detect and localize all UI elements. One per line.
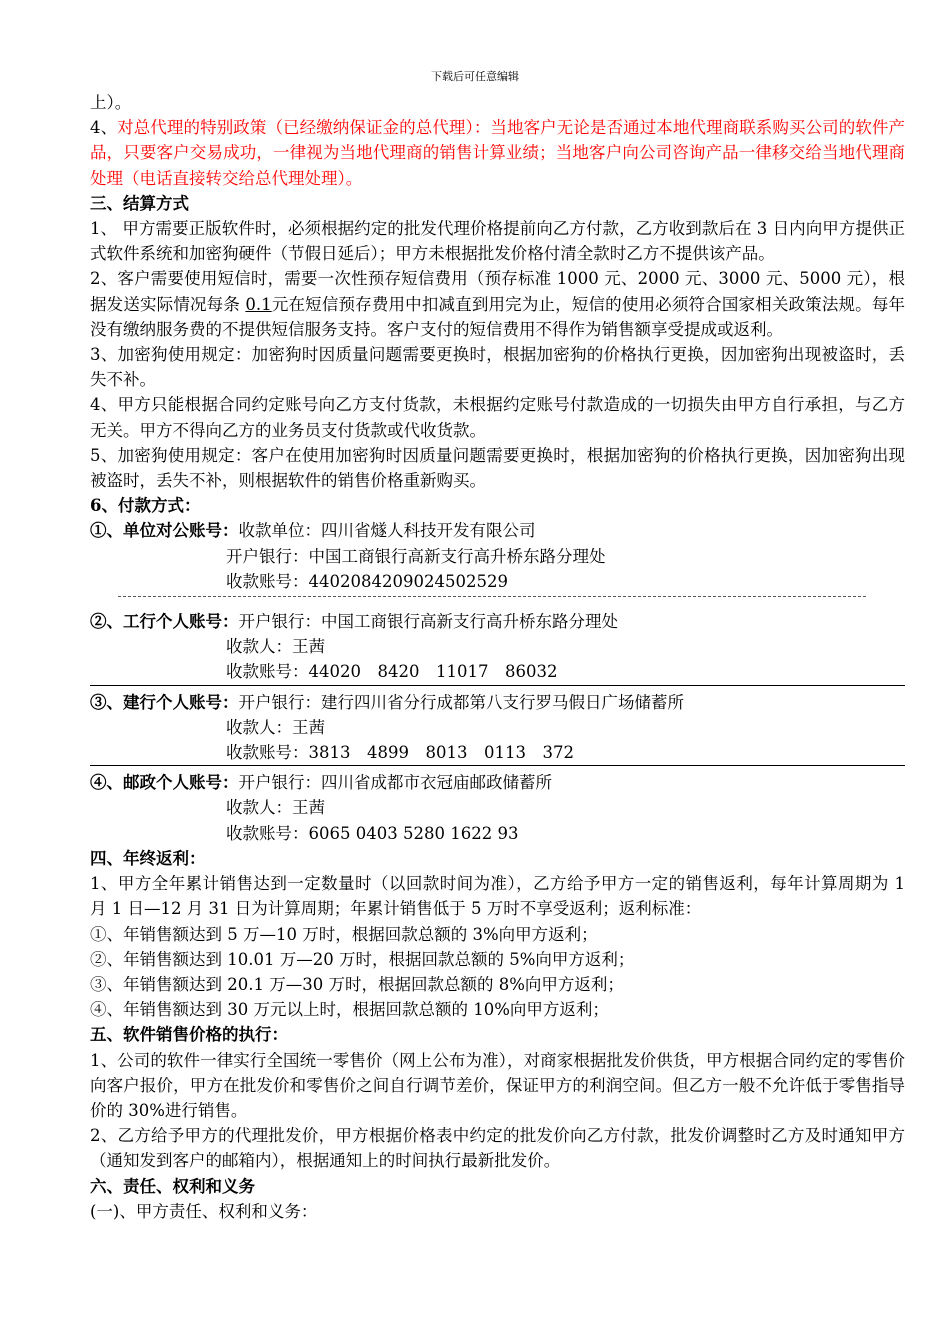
settlement-item-3: 3、加密狗使用规定：加密狗时因质量问题需要更换时，根据加密狗的价格执行更换，因加密狗出现被盗时，丢失不补。 xyxy=(90,345,905,390)
account-3-payee: 收款人：王茜 xyxy=(226,717,325,737)
settlement-item-1: 1、 甲方需要正版软件时，必须根据约定的批发代理价格提前向乙方付款，乙方收到款后在 3 日内向甲方提供正式软件系统和加密狗硬件（节假日延后）；甲方未根据批发价格付清全款时乙方不提供该产品。 xyxy=(90,219,905,264)
account-2-label: ②、工行个人账号： xyxy=(90,612,239,632)
solid-divider xyxy=(90,685,905,686)
rebate-tier-4: ④、年销售额达到 30 万元以上时，根据回款总额的 10%向甲方返利； xyxy=(90,1000,609,1020)
pricing-item-2: 2、乙方给予甲方的代理批发价，甲方根据价格表中约定的批发价向乙方付款，批发价调整时乙方及时通知甲方（通知发到客户的邮箱内），根据通知上的时间执行最新批发价。 xyxy=(90,1126,905,1171)
settlement-item-4: 4、甲方只能根据合同约定账号向乙方支付货款，未根据约定账号付款造成的一切损失由甲方自行承担，与乙方无关。甲方不得向乙方的业务员支付货款或代收货款。 xyxy=(90,395,905,440)
account-3-line xyxy=(90,690,905,715)
rebate-tier-1: ①、年销售额达到 5 万—10 万时，根据回款总额的 3%向甲方返利； xyxy=(90,924,598,944)
account-2-line xyxy=(90,609,905,634)
settlement-item-2-part-a: 2、客户需要使用短信时，需要一次性预存短信费用（预存标准 1000 元、2000 元、3000 元、5000 元），根据发送实际情况每条 xyxy=(90,269,905,314)
settlement-item-2-part-b: 元在短信预存费用中扣减直到用完为止，短信的使用必须符合国家相关政策法规。每年没有缴纳服务费的不提供短信服务支持。客户支付的短信费用不得作为销售额享受提成或返利。 xyxy=(90,294,906,339)
paragraph-special-policy xyxy=(90,115,905,191)
account-3-label: ③、建行个人账号： xyxy=(90,692,239,712)
account-2-payee: 收款人：王茜 xyxy=(226,637,325,657)
rebate-tier-2: ②、年销售额达到 10.01 万—20 万时，根据回款总额的 5%向甲方返利； xyxy=(90,949,635,969)
settlement-item-2 xyxy=(90,266,905,342)
subsection-heading-party-a: (一)、甲方责任、权利和义务： xyxy=(90,1201,318,1221)
account-2-bank: 开户银行：中国工商银行高新支行高升桥东路分理处 xyxy=(238,612,618,632)
account-4-number: 收款账号：6065 0403 5280 1622 93 xyxy=(226,823,519,843)
account-1-number: 收款账号：4402084209024502529 xyxy=(226,571,508,591)
text-line: 上）。 xyxy=(90,93,132,112)
sms-price-value: 0.1 xyxy=(245,294,272,314)
section-heading-pricing: 五、软件销售价格的执行： xyxy=(90,1025,288,1045)
payment-method-heading: 6、付款方式： xyxy=(90,496,201,516)
settlement-item-5: 5、加密狗使用规定：客户在使用加密狗时因质量问题需要更换时，根据加密狗的价格执行更换，因加密狗出现被盗时，丢失不补，则根据软件的销售价格重新购买。 xyxy=(90,445,905,491)
solid-divider xyxy=(90,765,905,766)
account-1-line xyxy=(90,518,905,543)
account-3-number: 收款账号：3813 4899 8013 0113 372 xyxy=(226,743,574,763)
rebate-item-1: 1、甲方全年累计销售达到一定数量时（以回款时间为准），乙方给予甲方一定的销售返利，每年计算周期为 1 月 1 日—12 月 31 日为计算周期；年累计销售低于 5 万时不享受返利；返利标准： xyxy=(90,874,905,919)
pricing-item-1: 1、公司的软件一律实行全国统一零售价（网上公布为准），对商家根据批发价供货，甲方根据合同约定的零售价向客户报价，甲方在批发价和零售价之间自行调节差价，保证甲方的利润空间。但乙方一般不允许低于零售指导价的 30%进行销售。 xyxy=(90,1050,905,1120)
account-2-number: 收款账号：44020 8420 11017 86032 xyxy=(226,662,558,682)
account-1-payee: 收款单位：四川省燧人科技开发有限公司 xyxy=(238,521,536,541)
account-1-label: ①、单位对公账号： xyxy=(90,521,239,541)
account-4-label: ④、邮政个人账号： xyxy=(90,773,239,793)
section-heading-rebate: 四、年终返利： xyxy=(90,848,206,868)
account-1-bank: 开户银行：中国工商银行高新支行高升桥东路分理处 xyxy=(226,546,606,566)
account-4-line xyxy=(90,770,905,795)
item-number: 4、 xyxy=(90,118,118,138)
account-4-payee: 收款人：王茜 xyxy=(226,798,325,818)
section-heading-settlement: 三、结算方式 xyxy=(90,193,189,213)
page-header: 下载后可任意编辑 xyxy=(431,70,519,83)
account-4-bank: 开户银行：四川省成都市衣冠庙邮政储蓄所 xyxy=(238,773,552,793)
document-body xyxy=(90,90,905,1224)
dashed-divider xyxy=(118,596,866,597)
rebate-tier-3: ③、年销售额达到 20.1 万—30 万时，根据回款总额的 8%向甲方返利； xyxy=(90,974,624,994)
section-heading-responsibilities: 六、责任、权利和义务 xyxy=(90,1176,255,1196)
account-3-bank: 开户银行：建行四川省分行成都第八支行罗马假日广场储蓄所 xyxy=(238,692,684,712)
special-policy-text: 对总代理的特别政策（已经缴纳保证金的总代理）：当地客户无论是否通过本地代理商联系购买公司的软件产品，只要客户交易成功，一律视为当地代理商的销售计算业绩；当地客户向公司咨询产品一律移交给当地代理商处理（电话直接转交给总代理处理）。 xyxy=(90,118,905,188)
